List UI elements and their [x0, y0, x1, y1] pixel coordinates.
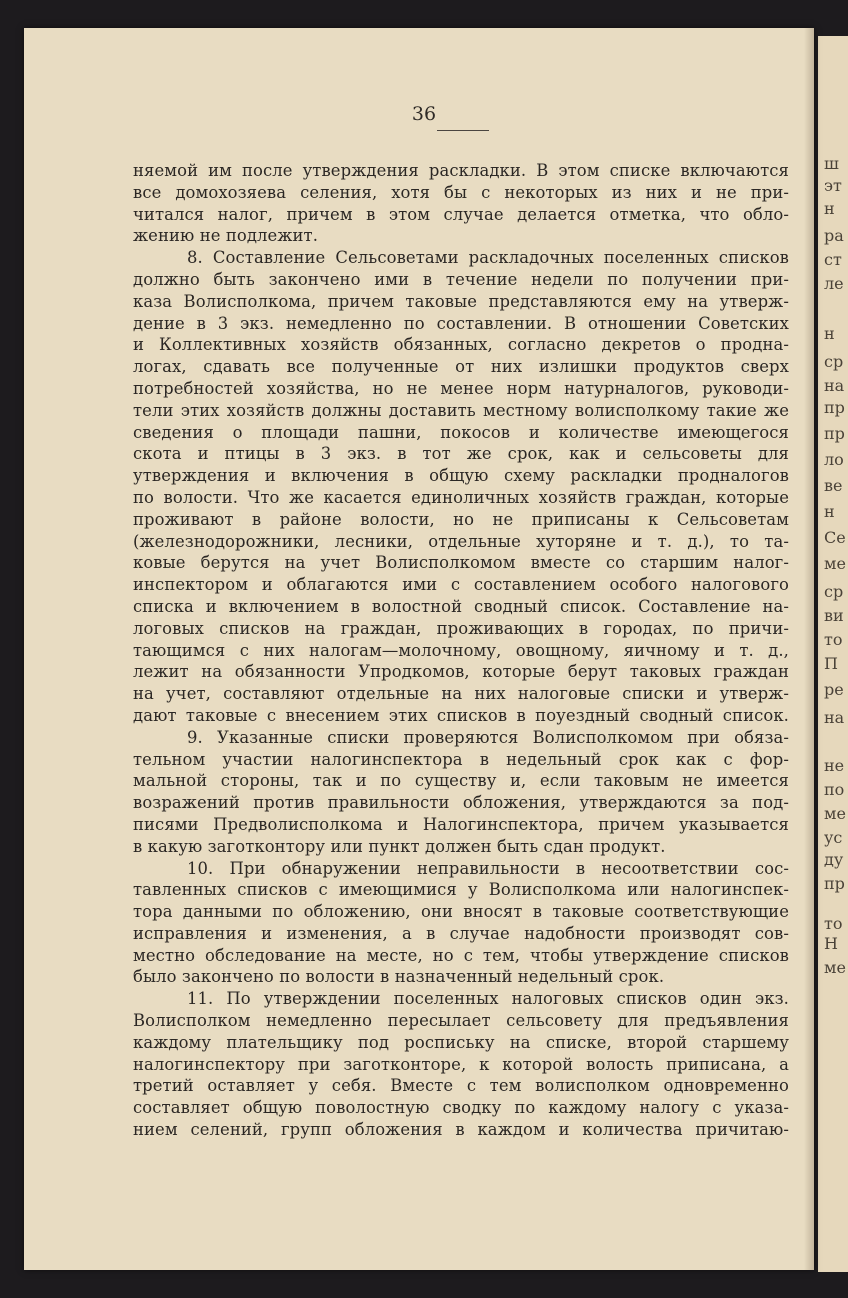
- adjacent-page-fragment: ви: [824, 606, 844, 625]
- adjacent-page-fragment: ст: [824, 250, 842, 269]
- adjacent-page-fragment: не: [824, 756, 845, 775]
- text-line: составляет общую поволостную сводку по каждому налогу с указа-: [133, 1098, 789, 1118]
- adjacent-page-fragment: ме: [824, 804, 846, 823]
- adjacent-page-fragment: ле: [824, 274, 844, 293]
- text-line: жению не подлежит.: [133, 226, 319, 246]
- adjacent-page-fragment: пр: [824, 398, 845, 417]
- text-line: каждому плательщику под роспиську на списке, второй старшему: [133, 1032, 789, 1052]
- adjacent-page-fragment: ду: [824, 850, 844, 869]
- text-line: 9. Указанные списки проверяются Волисполкомом при обяза-: [187, 727, 789, 747]
- text-line: 11. По утверждении поселенных налоговых списков один экз.: [187, 989, 789, 1009]
- text-line: 10. При обнаружении неправильности в несоответствии сос-: [187, 858, 789, 878]
- text-line: читался налог, причем в этом случае делается отметка, что обло-: [133, 204, 789, 224]
- page-number-rule: [437, 130, 489, 131]
- adjacent-page-fragment: ме: [824, 958, 846, 977]
- text-line: налогинспектору при заготконторе, к которой волость приписана, а: [133, 1054, 789, 1074]
- text-line: каза Волисполкома, причем таковые представляются ему на утверж-: [133, 291, 789, 311]
- text-line: мальной стороны, так и по существу и, если таковым не имеется: [133, 771, 789, 791]
- adjacent-page-fragment: пр: [824, 874, 845, 893]
- adjacent-page-fragment: Се: [824, 528, 846, 547]
- text-line: нием селений, групп обложения в каждом и количества причитаю-: [133, 1120, 789, 1140]
- text-line: было закончено по волости в назначенный недельный срок.: [133, 967, 665, 987]
- text-line: должно быть закончено ими в течение недели по получении при-: [133, 269, 789, 289]
- adjacent-page-fragment: на: [824, 376, 845, 395]
- text-line: логах, сдавать все полученные от них излишки продуктов сверх: [133, 357, 789, 377]
- body-text: [133, 160, 789, 1141]
- text-line: тающимся с них налогам—молочному, овощному, яичному и т. д.,: [133, 640, 789, 660]
- text-line: по волости. Что же касается единоличных хозяйств граждан, которые: [133, 487, 789, 507]
- adjacent-page-fragment: ме: [824, 554, 846, 573]
- adjacent-page-fragment: ра: [824, 226, 844, 245]
- adjacent-page-fragment: то: [824, 914, 843, 933]
- text-line: тора данными по обложению, они вносят в таковые соответствующие: [133, 902, 789, 922]
- text-line: все домохозяева селения, хотя бы с некоторых из них и не при-: [133, 182, 789, 202]
- text-line: (железнодорожники, лесники, отдельные хуторяне и т. д.), то та-: [133, 531, 789, 551]
- adjacent-page-fragment: по: [824, 780, 845, 799]
- text-line: тавленных списков с имеющимися у Волисполкома или налогинспек-: [133, 880, 789, 900]
- text-line: инспектором и облагаются ими с составлением особого налогового: [133, 575, 789, 595]
- text-line: Волисполком немедленно пересылает сельсовету для предъявления: [133, 1011, 789, 1031]
- text-line: утверждения и включения в общую схему раскладки продналогов: [133, 466, 789, 486]
- text-line: на учет, составляют отдельные на них налоговые списки и утверж-: [133, 684, 789, 704]
- adjacent-page-fragment: пр: [824, 424, 845, 443]
- text-line: местно обследование на месте, но с тем, чтобы утверждение списков: [133, 945, 789, 965]
- adjacent-page-fragment: н: [824, 199, 835, 218]
- adjacent-page-fragment: ш: [824, 154, 839, 173]
- text-line: тельном участии налогинспектора в недельный срок как с фор-: [133, 749, 789, 769]
- adjacent-page-fragment: ре: [824, 680, 844, 699]
- text-line: дают таковые с внесением этих списков в поуездный сводный список.: [133, 705, 789, 725]
- text-line: скота и птицы в 3 экз. в тот же срок, как и сельсоветы для: [133, 444, 789, 464]
- adjacent-page-fragment: на: [824, 708, 845, 727]
- text-line: возражений против правильности обложения, утверждаются за под-: [133, 793, 789, 813]
- text-line: 8. Составление Сельсоветами раскладочных поселенных списков: [187, 248, 789, 268]
- text-line: лежит на обязанности Упродкомов, которые берут таковых граждан: [133, 662, 789, 682]
- text-line: потребностей хозяйства, но не менее норм натурналогов, руководи-: [133, 378, 789, 398]
- adjacent-page-fragment: эт: [824, 176, 842, 195]
- adjacent-page-fragment: то: [824, 630, 843, 649]
- text-line: дение в 3 экз. немедленно по составлении. В отношении Советских: [133, 313, 789, 333]
- text-line: списка и включением в волостной сводный список. Составление на-: [133, 596, 789, 616]
- text-line: и Коллективных хозяйств обязанных, согласно декретов о продна-: [133, 335, 789, 355]
- text-line: проживают в районе волости, но не приписаны к Сельсоветам: [133, 509, 789, 529]
- adjacent-page-fragment: П: [824, 654, 838, 673]
- text-line: тели этих хозяйств должны доставить местному волисполкому такие же: [133, 400, 789, 420]
- text-line: третий оставляет у себя. Вместе с тем волисполком одновременно: [133, 1076, 789, 1096]
- adjacent-page-fragment: ус: [824, 828, 843, 847]
- adjacent-page-fragment: Н: [824, 934, 838, 953]
- page-number: 36: [411, 103, 437, 125]
- adjacent-page-fragment: ср: [824, 582, 844, 601]
- text-line: логовых списков на граждан, проживающих в городах, по причи-: [133, 618, 789, 638]
- adjacent-page-fragment: ве: [824, 476, 843, 495]
- adjacent-page-edge: [818, 36, 848, 1272]
- adjacent-page-fragment: ло: [824, 450, 844, 469]
- text-line: няемой им после утверждения раскладки. В этом списке включаются: [133, 161, 789, 180]
- text-line: сведения о площади пашни, покосов и количестве имеющегося: [133, 422, 789, 442]
- adjacent-page-fragment: н: [824, 324, 835, 343]
- adjacent-page-fragment: н: [824, 502, 835, 521]
- adjacent-page-fragment: ср: [824, 352, 844, 371]
- text-line: исправления и изменения, а в случае надобности производят сов-: [133, 923, 789, 943]
- text-line: писями Предволисполкома и Налогинспектора, причем указывается: [133, 814, 789, 834]
- text-line: в какую заготконтору или пункт должен быть сдан продукт.: [133, 836, 666, 856]
- text-line: ковые берутся на учет Волисполкомом вместе со старшим налог-: [133, 553, 789, 573]
